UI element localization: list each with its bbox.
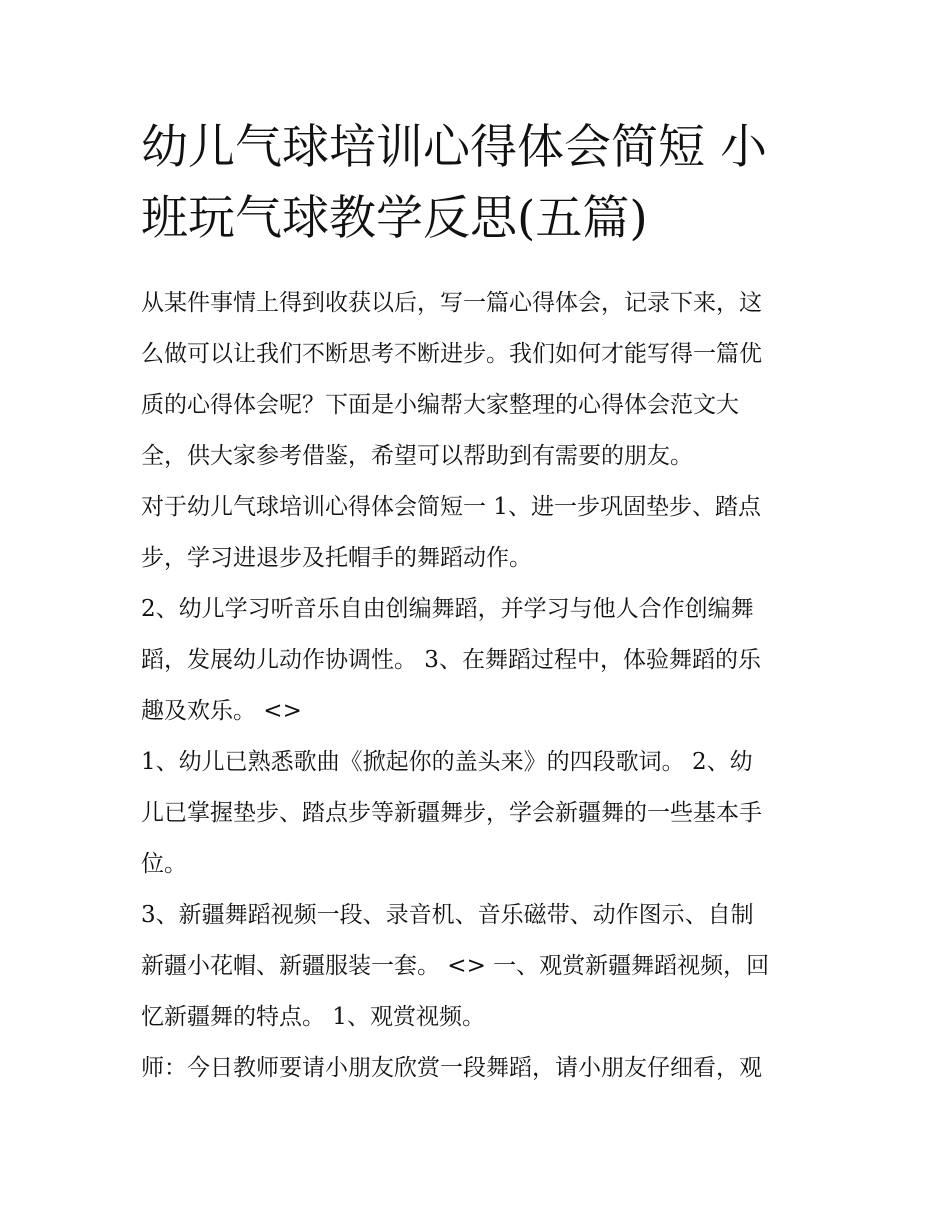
title-line: 班玩气球教学反思(五篇) — [141, 191, 648, 246]
text-line: 么做可以让我们不断思考不断进步。我们如何才能写得一篇优 — [141, 341, 762, 367]
paragraph-teacher — [141, 1043, 813, 1094]
paragraph-intro — [141, 278, 813, 482]
document-page — [141, 112, 813, 1094]
paragraph-section-one — [141, 482, 813, 584]
title-line: 幼儿气球培训心得体会简短 小 — [141, 120, 767, 175]
text-line: 儿已掌握垫步、踏点步等新疆舞步，学会新疆舞的一些基本手 — [141, 800, 762, 826]
document-title — [141, 112, 813, 254]
text-line: 1、幼儿已熟悉歌曲《掀起你的盖头来》的四段歌词。 2、幼 — [141, 749, 753, 775]
text-line: 3、新疆舞蹈视频一段、录音机、音乐磁带、动作图示、自制 — [141, 902, 754, 928]
text-line: 忆新疆舞的特点。 1、观赏视频。 — [141, 1004, 485, 1030]
paragraph-preparation — [141, 737, 813, 890]
text-line: 全，供大家参考借鉴，希望可以帮助到有需要的朋友。 — [141, 443, 693, 469]
text-line: 从某件事情上得到收获以后，写一篇心得体会，记录下来，这 — [141, 290, 762, 316]
paragraph-goals — [141, 584, 813, 737]
document-body — [141, 278, 813, 1094]
text-line: 蹈，发展幼儿动作协调性。 3、在舞蹈过程中，体验舞蹈的乐 — [141, 647, 761, 673]
text-line: 师：今日教师要请小朋友欣赏一段舞蹈，请小朋友仔细看，观 — [141, 1055, 762, 1081]
text-line: 新疆小花帽、新疆服装一套。 <> 一、观赏新疆舞蹈视频，回 — [141, 953, 770, 979]
text-line: 步，学习进退步及托帽手的舞蹈动作。 — [141, 545, 532, 571]
text-line: 质的心得体会呢？下面是小编帮大家整理的心得体会范文大 — [141, 392, 739, 418]
text-line: 趣及欢乐。 <> — [141, 698, 302, 724]
text-line: 位。 — [141, 851, 187, 877]
paragraph-materials — [141, 890, 813, 1043]
text-line: 对于幼儿气球培训心得体会简短一 1、进一步巩固垫步、踏点 — [141, 494, 761, 520]
text-line: 2、幼儿学习听音乐自由创编舞蹈，并学习与他人合作创编舞 — [141, 596, 754, 622]
